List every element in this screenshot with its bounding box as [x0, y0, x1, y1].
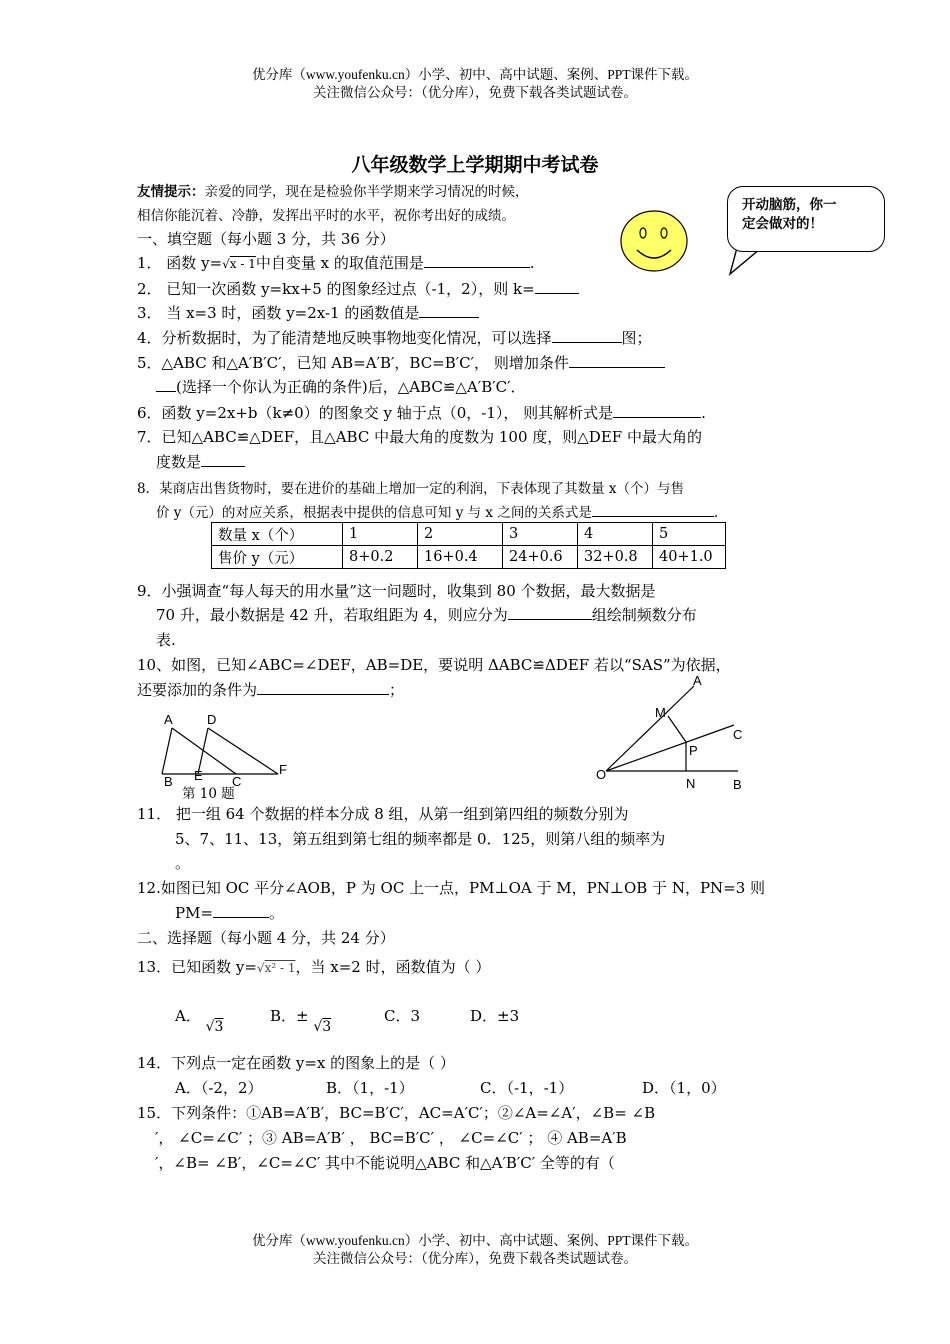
fig10-label-d: D: [207, 712, 217, 727]
q2-answer-blank[interactable]: [535, 278, 579, 294]
question-10-line-2: [137, 679, 404, 700]
header-line-2: 关注微信公众号：（优分库），免费下载各类试题试卷。: [313, 85, 637, 100]
fig10-line-ac: [172, 728, 236, 774]
q13-option-c[interactable]: C．3: [384, 1007, 421, 1025]
q6-answer-blank[interactable]: [613, 402, 701, 418]
question-8-line-1: 8．某商店出售货物时，要在进价的基础上增加一定的利润，下表体现了其数量 x（个）与售: [137, 481, 684, 497]
q9-answer-blank[interactable]: [508, 604, 592, 620]
q6-text: 6．函数 y=2x+b（k≠0）的图象交 y 轴于点（0，-1）， 则其解析式是: [137, 404, 614, 422]
table-row: [212, 523, 726, 546]
fig10-line-df: [208, 728, 278, 774]
fig10-label-c: C: [232, 774, 242, 789]
question-9-line-2: [156, 604, 697, 625]
q13-option-b-radicand: 3: [322, 1019, 332, 1035]
fig12-ray-oc: [606, 725, 734, 771]
q14-option-a[interactable]: A．（-2，2）: [175, 1079, 263, 1097]
q13-option-b[interactable]: [270, 1005, 332, 1035]
footer-line-2: 关注微信公众号：（优分库），免费下载各类试题试卷。: [313, 1251, 637, 1266]
question-2: [137, 278, 579, 299]
table-cell: 24+0.6: [503, 546, 578, 569]
q1-radicand: x - 1: [229, 257, 256, 271]
q14-option-b[interactable]: B．（1，-1）: [326, 1079, 414, 1097]
table-cell: 2: [418, 523, 503, 546]
tip-line-2: 相信你能沉着、冷静，发挥出平时的水平，祝你考出好的成绩。: [137, 208, 515, 224]
speech-bubble: [727, 186, 885, 252]
q13-option-b-sqrt: √3: [313, 1019, 332, 1035]
question-15-line-3: ′，∠B= ∠B′，∠C=∠C′ 其中不能说明△ABC 和△A′B′C′ 全等的有（: [155, 1154, 615, 1172]
question-7-line-1: 7．已知△ABC≌△DEF，且△ABC 中最大角的度数为 100 度，则△DEF 中最大角的: [137, 428, 702, 446]
question-15-line-2: ′， ∠C=∠C′ ；③ AB=A′B′ ， BC=B′C′ ， ∠C=∠C′ ； ④ AB=A′B: [155, 1129, 627, 1147]
q12-answer-blank[interactable]: [213, 902, 269, 918]
q3-text: 3． 当 x=3 时，函数 y=2x-1 的函数值是: [137, 304, 420, 322]
fig12-label-o: O: [596, 767, 607, 782]
question-7-line-2: [156, 451, 245, 472]
table-cell: 4: [578, 523, 653, 546]
question-10-line-1: 10、如图，已知∠ABC=∠DEF，AB=DE，要说明 ΔABC≌ΔDEF 若以“SAS”为依据，: [137, 656, 731, 674]
q6-end: .: [701, 404, 706, 422]
fig12-label-m: M: [655, 705, 666, 720]
q4-end: 图；: [621, 329, 652, 347]
bubble-line-2: 定会做对的！: [742, 216, 823, 231]
q13-radicand: x² - 1: [264, 961, 296, 975]
tip-text-1: 亲爱的同学，现在是检验你半学期来学习情况的时候，: [204, 184, 529, 200]
section-1-heading: 一、填空题（每小题 3 分，共 36 分）: [137, 230, 395, 248]
tip-line-1: [137, 180, 529, 200]
question-3: [137, 302, 479, 323]
q8-answer-blank[interactable]: [592, 501, 714, 517]
question-11-line-2: 5、7、11、13，第五组到第七组的频率都是 0．125，则第八组的频率为: [175, 830, 666, 848]
section-2-heading: 二、选择题（每小题 4 分，共 24 分）: [137, 929, 395, 947]
q2-text: 2． 已知一次函数 y=kx+5 的图象经过点（-1，2），则 k=: [137, 280, 535, 298]
q1-answer-blank[interactable]: [424, 252, 530, 268]
q5-answer-blank-2[interactable]: [156, 376, 176, 392]
q4-answer-blank[interactable]: [552, 327, 622, 343]
q13-option-a-radicand: 3: [214, 1019, 224, 1035]
q5-text-b: (选择一个你认为正确的条件)后，△ABC≌△A′B′C′．: [176, 378, 526, 396]
q12-text-b: PM=: [175, 904, 214, 922]
q7-answer-blank[interactable]: [201, 451, 245, 467]
q7-text-b: 度数是: [156, 453, 202, 471]
fig12-ray-oa: [606, 686, 694, 771]
q13-text-a: 13．已知函数 y=: [137, 958, 257, 976]
question-8-line-2: [156, 501, 718, 521]
question-1: [137, 252, 535, 273]
q3-answer-blank[interactable]: [419, 302, 479, 318]
table-cell: 32+0.8: [578, 546, 653, 569]
fig12-label-p: P: [689, 743, 698, 758]
figure-10: [158, 708, 298, 802]
table-row: [212, 546, 726, 569]
q13-option-a-label: A．: [175, 1007, 201, 1025]
header-line-1: 优分库（www.youfenku.cn）小学、初中、高中试题、案例、PPT课件下载。: [251, 67, 699, 82]
q13-option-d[interactable]: D．±3: [470, 1007, 520, 1025]
q10-text-b: 还要添加的条件为: [137, 681, 258, 699]
smiley-face-icon: [618, 208, 690, 274]
q14-option-d[interactable]: D．（1，0）: [642, 1079, 726, 1097]
fig12-label-b: B: [733, 777, 742, 792]
q5-answer-blank-1[interactable]: [569, 352, 665, 368]
figure-12: [592, 672, 752, 794]
q13-text-b: ，当 x=2 时，函数值为（ ）: [295, 958, 491, 976]
q10-answer-blank[interactable]: [257, 679, 389, 695]
fig10-caption: 第 10 题: [182, 786, 235, 802]
q8-text-b: 价 y（元）的对应关系，根据表中提供的信息可知 y 与 x 之间的关系式是: [156, 505, 592, 521]
table-cell: 16+0.4: [418, 546, 503, 569]
q1-sqrt: √x - 1: [222, 257, 256, 271]
question-13: [137, 956, 490, 977]
table-cell: 40+1.0: [653, 546, 726, 569]
question-11-line-1: 11． 把一组 64 个数据的样本分成 8 组，从第一组到第四组的频数分别为: [137, 805, 629, 823]
table-cell: 售价 y（元）: [212, 546, 343, 569]
question-12-line-1: 12.如图已知 OC 平分∠AOB，P 为 OC 上一点，PM⊥OA 于 M，PN⊥OB 于 N，PN=3 则: [137, 879, 766, 897]
question-11-line-3: 。: [175, 854, 191, 872]
q8-table: [211, 522, 726, 569]
q1-text-a: 1． 函数 y=: [137, 254, 223, 272]
q13-option-a-sqrt: √3: [205, 1019, 224, 1035]
table-cell: 8+0.2: [343, 546, 418, 569]
question-9-line-3: 表.: [156, 631, 176, 649]
q9-text-c: 组绘制频数分布: [591, 606, 697, 624]
question-5-line-1: [137, 352, 665, 373]
question-14: 14．下列点一定在函数 y=x 的图象上的是（ ）: [137, 1054, 455, 1072]
fig10-label-b: B: [164, 774, 173, 789]
bubble-line-1: 开动脑筋，你一: [742, 197, 837, 212]
table-cell: 3: [503, 523, 578, 546]
footer-line-1: 优分库（www.youfenku.cn）小学、初中、高中试题、案例、PPT课件下载。: [251, 1233, 699, 1248]
table-cell: 数量 x（个）: [212, 523, 343, 546]
question-12-line-2: [175, 902, 284, 923]
q13-sqrt: √x² - 1: [256, 961, 296, 975]
q13-option-b-label: B．±: [270, 1007, 309, 1025]
table-cell: 5: [653, 523, 726, 546]
q10-end: ；: [389, 681, 405, 699]
q9-text-b: 70 升，最小数据是 42 升，若取组距为 4，则应分为: [156, 606, 508, 624]
fig12-line-pm: [668, 716, 686, 742]
question-15-line-1: 15．下列条件：①AB=A′B′，BC=B′C′，AC=A′C′；②∠A=∠A′，∠B= ∠B: [137, 1104, 656, 1122]
page-title: 八年级数学上学期期中考试卷: [351, 154, 599, 176]
q12-end: 。: [269, 904, 285, 922]
fig10-label-e: E: [194, 768, 203, 783]
q14-option-c[interactable]: C．（-1，-1）: [480, 1079, 574, 1097]
q13-option-a[interactable]: [175, 1005, 224, 1035]
fig10-label-f: F: [279, 762, 287, 777]
tip-label: 友情提示：: [137, 184, 205, 200]
fig10-line-ab: [162, 728, 172, 774]
fig12-label-c: C: [733, 727, 743, 742]
q5-text-a: 5．△ABC 和△A′B′C′，已知 AB=A′B′，BC=B′C′， 则增加条件: [137, 354, 569, 372]
fig10-label-a: A: [164, 712, 173, 727]
q8-end: .: [713, 505, 719, 521]
table-cell: 1: [343, 523, 418, 546]
q1-end: .: [529, 254, 535, 272]
fig12-label-a: A: [693, 673, 702, 688]
q4-text: 4．分析数据时，为了能清楚地反映事物地变化情况，可以选择: [137, 329, 552, 347]
question-6: [137, 402, 706, 423]
question-5-line-2: [156, 376, 526, 397]
question-9-line-1: 9．小强调查“每人每天的用水量”这一问题时，收集到 80 个数据，最大数据是: [137, 582, 656, 600]
question-4: [137, 327, 652, 348]
q1-text-b: 中自变量 x 的取值范围是: [255, 254, 424, 272]
fig12-label-n: N: [686, 776, 696, 791]
